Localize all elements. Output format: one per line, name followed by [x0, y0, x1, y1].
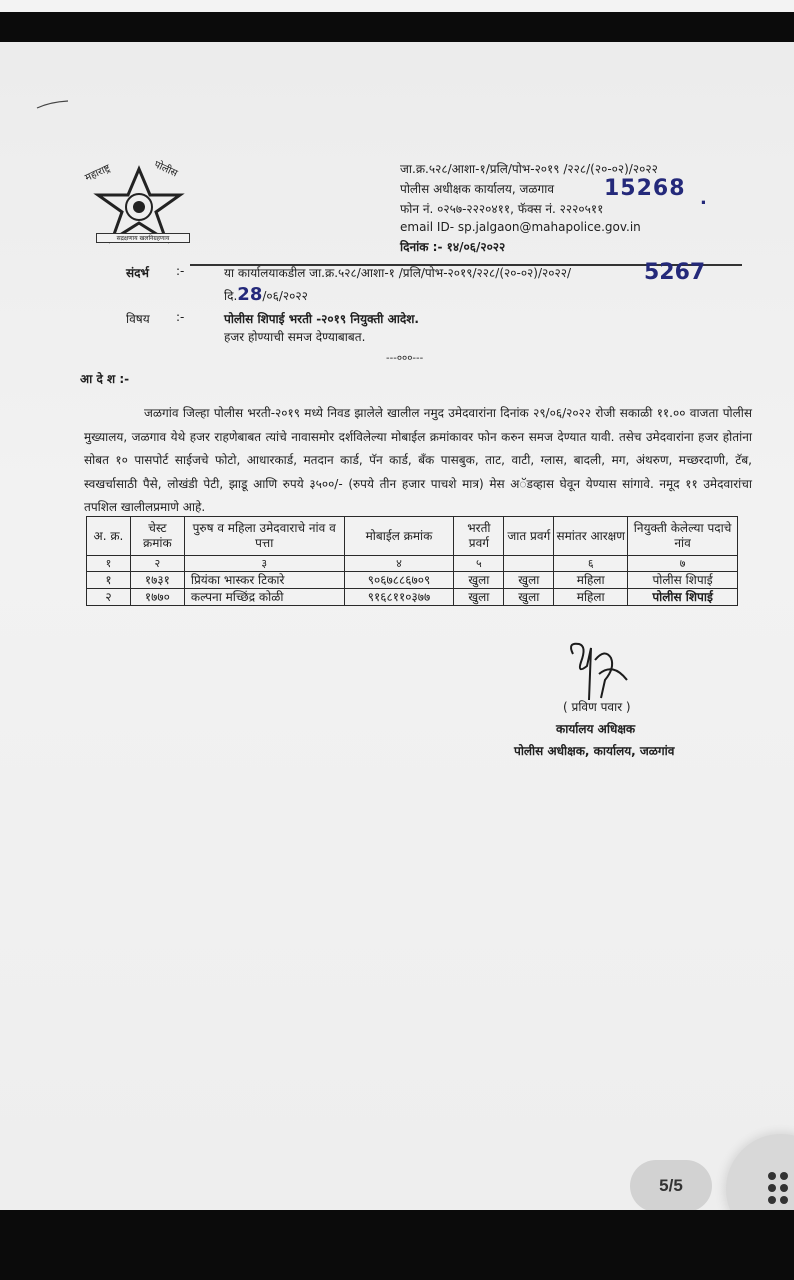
- table-header: पुरुष व महिला उमेदवाराचे नांव व पत्ता: [184, 517, 344, 556]
- table-cell: कल्पना मच्छिंद्र कोळी: [184, 589, 344, 606]
- column-number: ५: [454, 556, 504, 572]
- order-body: [84, 402, 752, 520]
- top-system-bar: [0, 0, 794, 42]
- column-number: ४: [344, 556, 454, 572]
- reference-text: या कार्यालयाकडील जा.क्र.५२८/आशा-१ /प्रलि/पोभ-२०१९/२२८/(२०-०२)/२०२२/: [224, 266, 572, 280]
- handwritten-inward-number: 15268: [604, 176, 686, 201]
- handwritten-signature: [565, 640, 635, 702]
- table-header: समांतर आरक्षण: [554, 517, 628, 556]
- table-cell: १७३१: [130, 572, 184, 589]
- column-number: ६: [554, 556, 628, 572]
- table-header: भरती प्रवर्ग: [454, 517, 504, 556]
- reference-number: जा.क्र.५२८/आशा-१/प्रलि/पोभ-२०१९ /२२८/(२०-०२)/२०२२: [400, 162, 658, 176]
- signatory-designation: कार्यालय अधिक्षक: [556, 722, 636, 736]
- grid-menu-icon-dot: [780, 1196, 788, 1204]
- table-cell: खुला: [504, 572, 554, 589]
- grid-menu-icon-dot: [768, 1184, 776, 1192]
- table-header: मोबाईल क्रमांक: [344, 517, 454, 556]
- phone-fax: फोन नं. ०२५७-२२२०४११, फॅक्स नं. २२२०५११: [400, 202, 604, 216]
- table-row: [87, 572, 738, 589]
- table-header: चेस्ट क्रमांक: [130, 517, 184, 556]
- handwritten-reference-day: 28: [237, 284, 263, 305]
- table-row: [87, 589, 738, 606]
- table-cell: महिला: [554, 572, 628, 589]
- handwritten-reference-number: 5267: [644, 260, 706, 285]
- grid-menu-icon: [768, 1172, 776, 1180]
- reference-date: [224, 284, 308, 305]
- table-cell: १: [87, 572, 131, 589]
- emblem-text-left: महाराष्ट्र: [83, 162, 113, 184]
- table-header: जात प्रवर्ग: [504, 517, 554, 556]
- table-cell: २: [87, 589, 131, 606]
- table-cell: महिला: [554, 589, 628, 606]
- table-cell: १७७०: [130, 589, 184, 606]
- reference-colon: :-: [176, 264, 185, 278]
- separator: ---०००---: [386, 353, 424, 364]
- column-number: ३: [184, 556, 344, 572]
- table-cell: प्रियंका भास्कर टिकारे: [184, 572, 344, 589]
- table-cell: खुला: [454, 589, 504, 606]
- table-cell: पोलीस शिपाई: [628, 572, 738, 589]
- bottom-navigation-bar: [0, 1210, 794, 1280]
- page-indicator: 5/5: [630, 1160, 712, 1212]
- candidate-table: [86, 516, 738, 606]
- table-cell: ९१६८११०३७७: [344, 589, 454, 606]
- emblem-text-right: पोलीस: [152, 159, 179, 180]
- grid-menu-icon-dot: [780, 1184, 788, 1192]
- subject-line-1: पोलीस शिपाई भरती -२०१९ नियुक्ती आदेश.: [224, 312, 419, 326]
- pen-mark: [36, 100, 70, 110]
- table-cell: ९०६७८८६७०९: [344, 572, 454, 589]
- grid-menu-icon-dot: [780, 1172, 788, 1180]
- subject-line-2: हजर होण्याची समज देण्याबाबत.: [224, 330, 366, 344]
- subject-colon: :-: [176, 310, 185, 324]
- subject-label: विषय: [126, 312, 150, 326]
- handwritten-dot: .: [700, 188, 707, 209]
- signatory-name: ( प्रविण पवार ): [563, 700, 631, 714]
- letter-date: दिनांक :- १४/०६/२०२२: [400, 240, 506, 254]
- table-header-row: [87, 517, 738, 556]
- column-number: [504, 556, 554, 572]
- column-number: २: [130, 556, 184, 572]
- reference-label: संदर्भ: [126, 266, 149, 280]
- table-cell: खुला: [504, 589, 554, 606]
- column-number: १: [87, 556, 131, 572]
- reference-date-prefix: दि.: [224, 289, 238, 303]
- table-header: नियुक्ती केलेल्या पदाचे नांव: [628, 517, 738, 556]
- email-id: email ID- sp.jalgaon@mahapolice.gov.in: [400, 220, 641, 234]
- column-number: ७: [628, 556, 738, 572]
- order-heading: आ दे श :-: [80, 372, 130, 386]
- table-column-number-row: [87, 556, 738, 572]
- table-cell: खुला: [454, 572, 504, 589]
- emblem-motto: सद्रक्षणाय खलनिग्रहणाय: [96, 233, 190, 243]
- order-body-text: जळगांव जिल्हा पोलीस भरती-२०१९ मध्ये निवड झालेले खालील नमुद उमेदवारांना दिनांक २९/०६/२०२२ रोजी सकाळी ११.०० वाजता पोलीस मुख्यालय, जळगाव येथे हजर राहणेबाबत त्यांचे नावासमोर दर्शविलेल्या मोबाईल क्रमांकावर फोन करुन समज देण्यात यावी. तसेच उमेदवारांना हजर होतांना सोबत १० पासपोर्ट साईजचे फोटो, आधारकार्ड, मतदान कार्ड, पॅन कार्ड, बँक पासबुक, ताट, वाटी, ग्लास, बादली, मग, अंथरुण, मच्छरदाणी, टॅब, स्वखर्चासाठी पैसे, लोखंडी पेटी, झाडू आणि रुपये ३५००/- (रुपये तीन हजार पाचशे मात्र) मेस अॅडव्हास घेवून येण्यास सांगावे. नमूद ११ उमेदवारांचा तपशिल खालीलप्रमाणे आहे.: [84, 406, 752, 515]
- office-name: पोलीस अधीक्षक कार्यालय, जळगाव: [400, 182, 555, 196]
- grid-menu-icon-dot: [768, 1196, 776, 1204]
- reference-date-suffix: /०६/२०२२: [262, 289, 308, 303]
- signatory-office: पोलीस अधीक्षक, कार्यालय, जळगांव: [514, 744, 675, 758]
- table-cell: पोलीस शिपाई: [628, 589, 738, 606]
- police-emblem: [80, 155, 198, 255]
- table-header: अ. क्र.: [87, 517, 131, 556]
